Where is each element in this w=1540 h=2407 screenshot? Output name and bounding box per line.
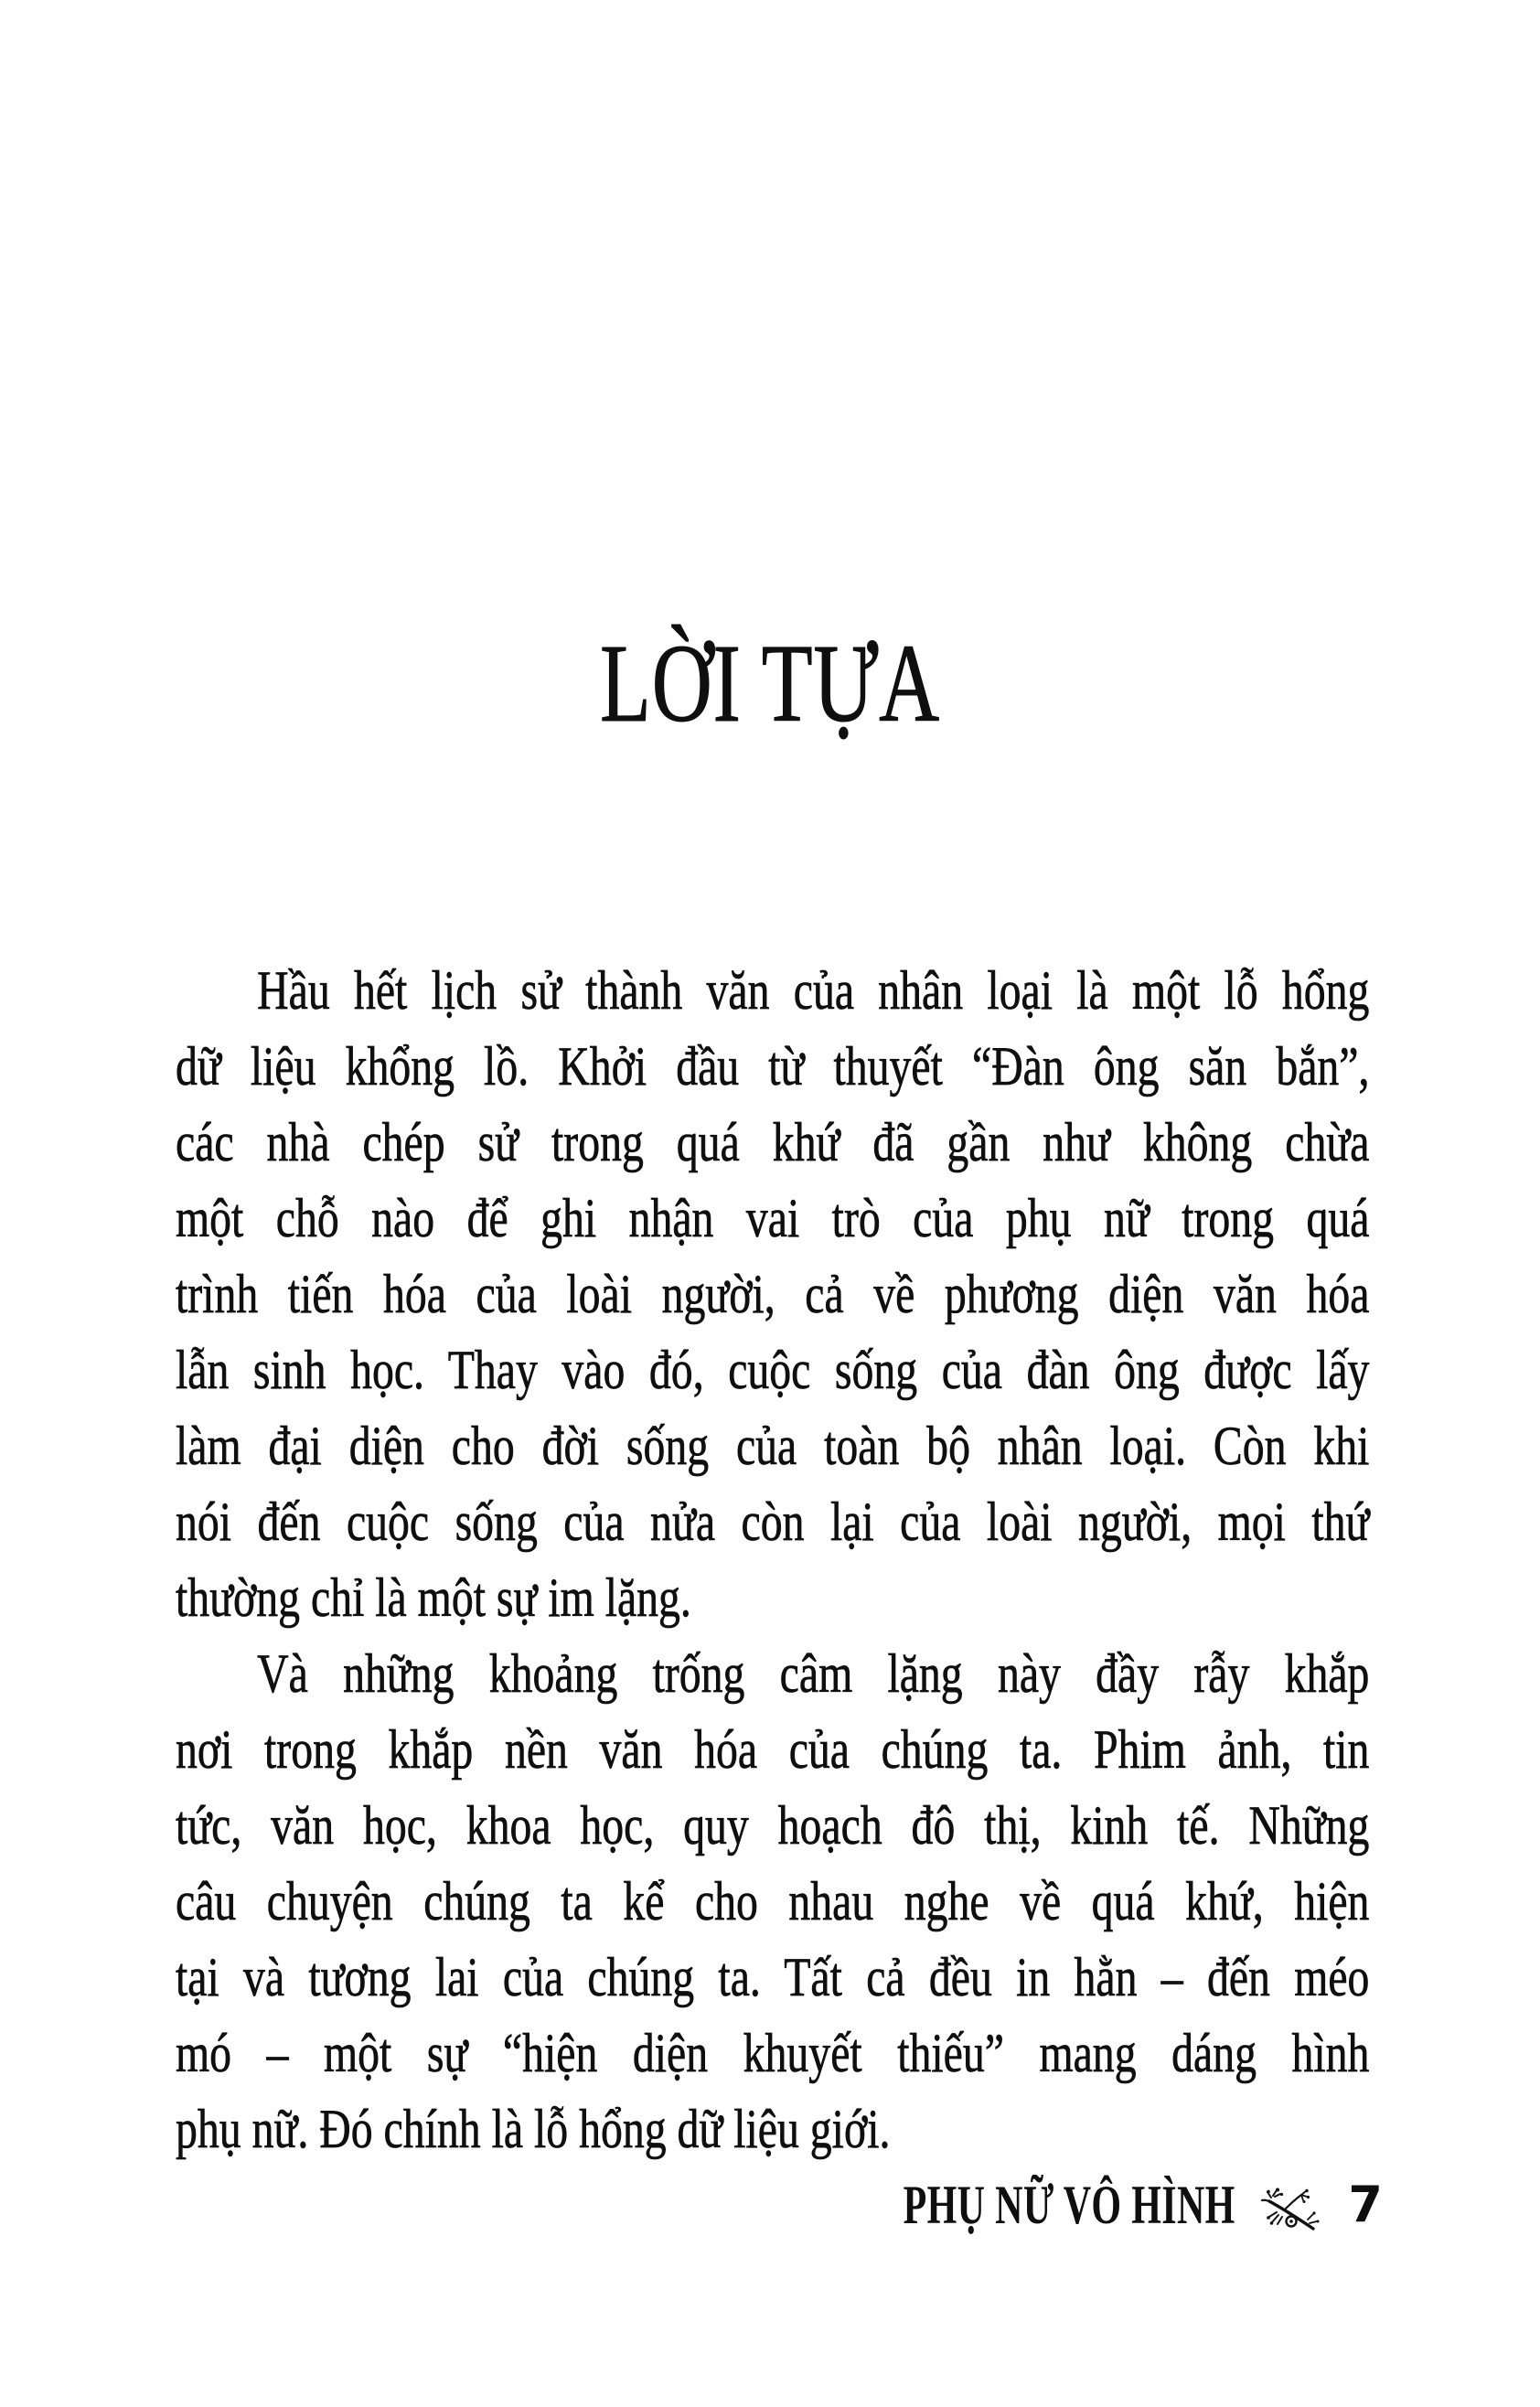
flower-branch-ornament-icon [1260,2187,1321,2232]
text-line: câu chuyện chúng ta kể cho nhau nghe về quá khứ, hiện [176,1871,1370,1931]
text-line: tại và tương lai của chúng ta. Tất cả đều in hằn – đến méo [176,1947,1370,2007]
body-text [176,953,1369,2167]
footer-book-title: PHỤ NỮ VÔ HÌNH [903,2174,1235,2235]
footer-page-number: 7 [1348,2176,1383,2233]
chapter-title: LỜI TỰA [600,622,940,745]
text-line: Hầu hết lịch sử thành văn của nhân loại là một lỗ hổng [257,960,1370,1021]
text-line: mó – một sự “hiện diện khuyết thiếu” mang dáng hình [176,2023,1370,2083]
text-line: làm đại diện cho đời sống của toàn bộ nhân loại. Còn khi [176,1416,1370,1476]
text-line: lẫn sinh học. Thay vào đó, cuộc sống của đàn ông được lấy [176,1340,1370,1400]
page-footer [761,2174,1383,2235]
text-line: Và những khoảng trống câm lặng này đầy rẫy khắp [257,1643,1370,1704]
text-line: dữ liệu khổng lồ. Khởi đầu từ thuyết “Đàn ông săn bắn”, [176,1036,1370,1097]
text-line: một chỗ nào để ghi nhận vai trò của phụ nữ trong quá [176,1188,1370,1248]
text-line: tức, văn học, khoa học, quy hoạch đô thị, kinh tế. Những [176,1795,1370,1856]
text-line: nói đến cuộc sống của nửa còn lại của loài người, mọi thứ [176,1492,1370,1552]
paragraph [176,1636,1369,2167]
text-line: trình tiến hóa của loài người, cả về phương diện văn hóa [176,1264,1370,1324]
text-line: nơi trong khắp nền văn hóa của chúng ta. Phim ảnh, tin [176,1719,1370,1780]
text-line: thường chỉ là một sự im lặng. [176,1567,691,1628]
text-line: phụ nữ. Đó chính là lỗ hổng dữ liệu giới. [176,2099,891,2159]
paragraph [176,953,1369,1636]
text-line: các nhà chép sử trong quá khứ đã gần như không chừa [176,1112,1370,1172]
